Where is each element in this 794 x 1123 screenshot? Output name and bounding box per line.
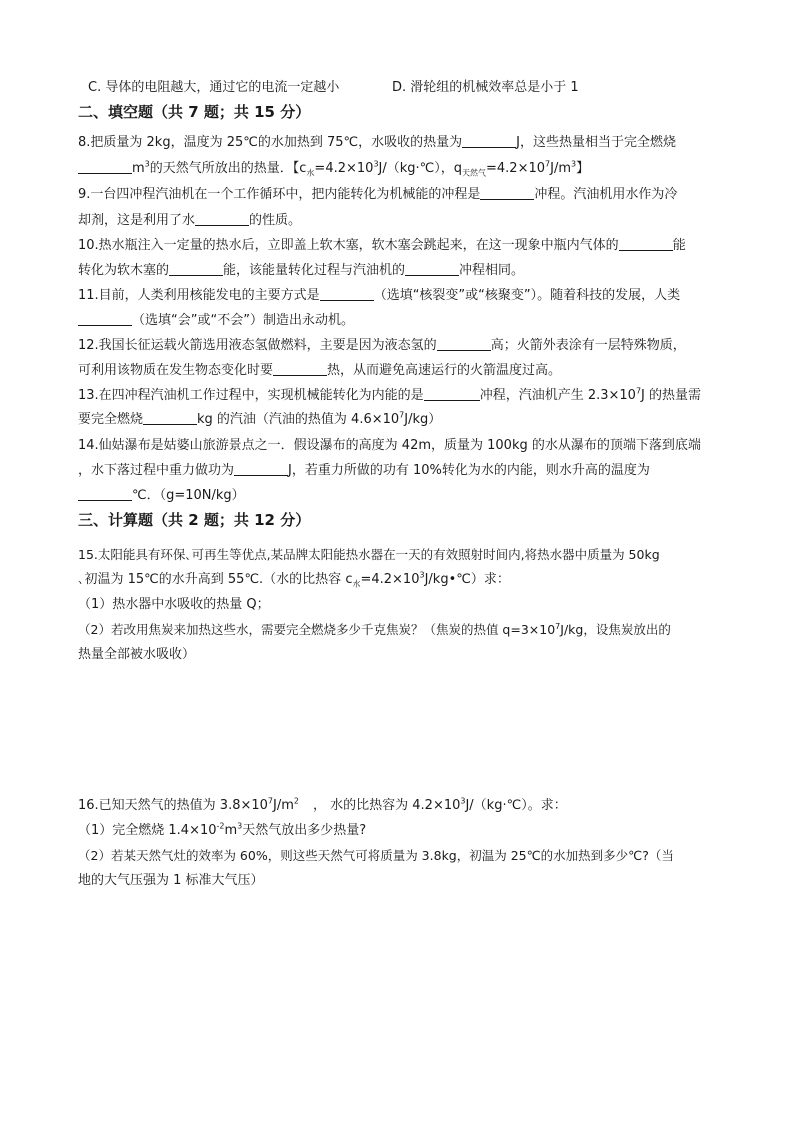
question-9-line-1: 9.一台四冲程汽油机在一个工作循环中，把内能转化为机械能的冲程是 冲程。汽油机用水作为冷: [78, 187, 678, 202]
question-15-part-1: （1）热水器中水吸收的热量 Q；: [78, 597, 270, 612]
option-c: C. 导体的电阻越大，通过它的电流一定越小: [88, 80, 340, 95]
answer-blank[interactable]: [78, 159, 132, 174]
answer-blank[interactable]: [169, 261, 223, 276]
answer-blank[interactable]: [320, 286, 374, 301]
question-15-part-2-line-1: （2）若改用焦炭来加热这些水，需要完全燃烧多少千克焦炭？（焦炭的热值 $q=3\times 10^7J/kg$，设焦炭放出的: [78, 621, 671, 637]
question-11-line-2: （选填“会”或“不会”）制造出永动机。: [78, 311, 354, 331]
question-16-part-1: （1）完全燃烧 $1.4\times 10^{-2}m^3$天然气放出多少热量?: [78, 821, 367, 838]
answer-blank[interactable]: [405, 261, 459, 276]
question-10-line-2: 转化为软木塞的 能，该能量转化过程与汽油机的 冲程相同。: [78, 263, 525, 278]
question-16-part-2-line-2: 地的大气压强为 1 标准大气压）: [78, 873, 264, 888]
question-16-part-2-line-1: （2）若某天然气灶的效率为 60%，则这些天然气可将质量为 3.8kg，初温为 25℃的水加热到多少℃?（当: [78, 848, 674, 863]
answer-blank[interactable]: [424, 386, 480, 401]
answer-blank[interactable]: [273, 361, 327, 376]
section-heading-calc: 三、计算题（共 2 题；共 12 分）: [78, 511, 311, 529]
question-9-line-2: 却剂，这是利用了水 的性质。: [78, 213, 302, 228]
answer-blank[interactable]: [143, 410, 197, 425]
answer-blank[interactable]: [619, 236, 673, 251]
option-d: D. 滑轮组的机械效率总是小于 1: [392, 80, 579, 95]
question-8-line-1: 8.把质量为 2kg，温度为 25℃的水加热到 75℃，水吸收的热量为 J，这些热量相当于完全燃烧: [78, 135, 676, 150]
question-12-line-2: 可利用该物质在发生物态变化时要 热，从而避免高速运行的火箭温度过高。: [78, 363, 562, 378]
question-13-line-2: 要完全燃烧 kg 的汽油（汽油的热值为 $4.6\times 10^7J/kg$）: [78, 410, 442, 427]
answer-blank[interactable]: [234, 461, 288, 476]
question-8-line-2: $m^3$的天然气所放出的热量．【$c_水=4.2\times 10^3J/(kg\cdot℃)$，$q_{天然气}=4.2\times 10^7J/m^3$】: [78, 159, 589, 179]
answer-blank[interactable]: [78, 486, 132, 501]
answer-blank[interactable]: [437, 336, 491, 351]
question-11-line-1: 11.目前，人类利用核能发电的主要方式是 （选填“核裂变”或“核聚变”）。随着科技的发展，人类: [78, 288, 681, 303]
answer-blank[interactable]: [195, 211, 249, 226]
answer-blank[interactable]: [462, 133, 516, 148]
question-14-line-2: ，水下落过程中重力做功为 J，若重力所做的功有 10%转化为水的内能，则水升高的温度为: [78, 463, 650, 478]
question-16-line-1: 16.已知天然气的热值为 $3.8\times 10^7J/m^2$ ， 水的比热容为 $4.2\times 10^3J/(kg\cdot℃)$。求：: [78, 796, 567, 813]
section-heading-fill: 二、填空题（共 7 题；共 15 分）: [78, 103, 311, 121]
question-15-part-2-line-2: 热量全部被水吸收）: [78, 647, 196, 662]
answer-blank[interactable]: [480, 185, 534, 200]
question-15-line-2: ､初温为 15℃的水升高到 55℃.（水的比热容 $c_水=4.2\times 10^3J/kg•℃$）求：: [78, 570, 510, 589]
question-10-line-1: 10.热水瓶注入一定量的热水后，立即盖上软木塞，软木塞会跳起来，在这一现象中瓶内气体的 能: [78, 238, 686, 253]
question-14-line-1: 14.仙姑瀑布是姑婆山旅游景点之一．假设瀑布的高度为 42m，质量为 100kg 的水从瀑布的顶端下落到底端: [78, 438, 701, 453]
question-15-line-1: 15.太阳能具有环保､可再生等优点,某品牌太阳能热水器在一天的有效照射时间内,将热水器中质量为 50kg: [78, 547, 660, 562]
question-14-line-3: ℃．（g=10N/kg）: [78, 486, 245, 506]
question-13-line-1: 13.在四冲程汽油机工作过程中，实现机械能转化为内能的是 冲程，汽油机产生 $2.3\times 10^7J$ 的热量需: [78, 386, 701, 403]
answer-blank[interactable]: [78, 311, 132, 326]
question-12-line-1: 12.我国长征运载火箭选用液态氢做燃料，主要是因为液态氢的 高；火箭外表涂有一层特殊物质，: [78, 338, 686, 353]
